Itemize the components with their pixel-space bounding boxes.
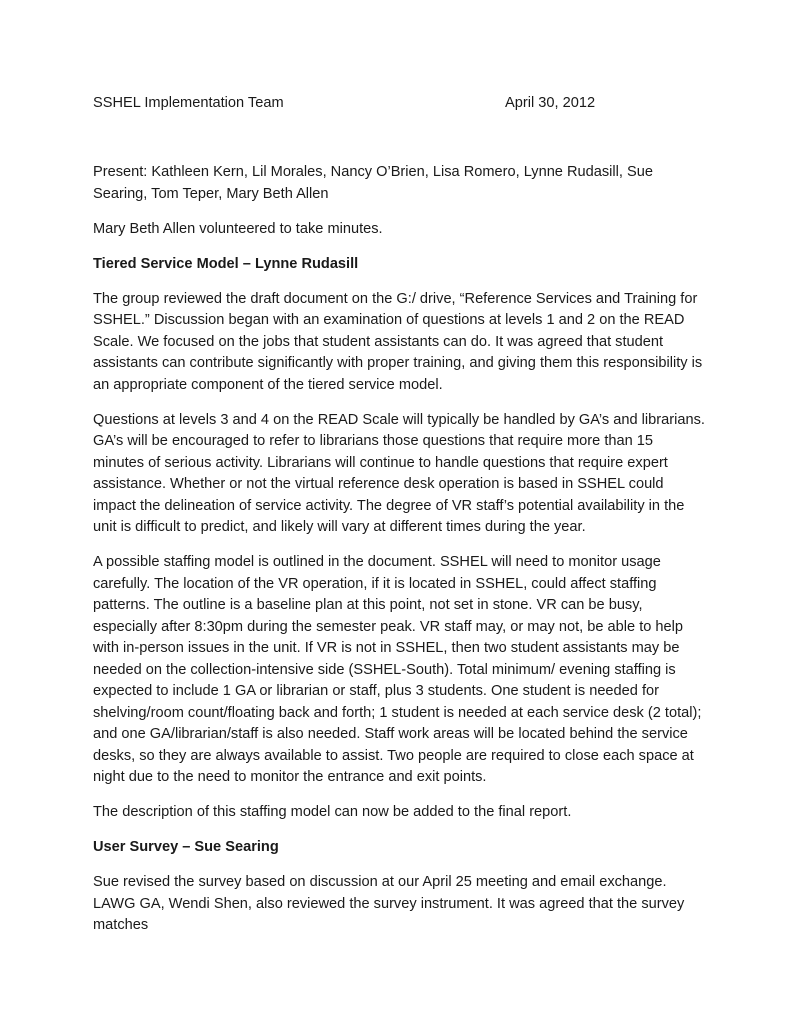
document-body — [93, 162, 705, 950]
meeting-date: April 30, 2012 — [505, 95, 596, 111]
section-heading-user-survey: User Survey – Sue Searing — [93, 839, 279, 855]
user-survey-paragraph-1: Sue revised the survey based on discussion at our April 25 meeting and email exchange. LAWG GA, Wendi Shen, also reviewed the survey instrument. It was agreed that the survey matches — [93, 874, 685, 933]
attendees-paragraph: Present: Kathleen Kern, Lil Morales, Nancy O’Brien, Lisa Romero, Lynne Rudasill, Sue Searing, Tom Teper, Mary Beth Allen — [93, 164, 653, 202]
section-heading-tiered-service: Tiered Service Model – Lynne Rudasill — [93, 255, 359, 272]
tiered-service-paragraph-3: A possible staffing model is outlined in the document. SSHEL will need to monitor usage carefully. The location of the VR operation, if it is located in SSHEL, could affect staffing patterns. The outline is a baseline plan at this point, not set in stone. VR can be busy, especially after 8:30pm during the semester peak. VR staff may, or may not, be able to help with in-person issues in the unit. If VR is not in SSHEL, then two student assistants may be needed on the collection-intensive side (SSHEL-South). Total minimum/ evening staffing is expected to include 1 GA or librarian or staff, plus 3 students. One student is needed for shelving/room count/floating back and forth; 1 student is needed at each service desk (2 total); and one GA/librarian/staff is also needed. Staff work areas will be located behind the service desks, so they are always available to assist. Two people are required to close each space at night due to the need to monitor the entrance and exit points. — [93, 554, 702, 785]
tiered-service-paragraph-2: Questions at levels 3 and 4 on the READ Scale will typically be handled by GA’s and librarians. GA’s will be encouraged to refer to librarians those questions that require more than 15 minutes of serious activity. Librarians will continue to handle questions that require expert assistance. Whether or not the virtual reference desk operation is based in SSHEL could impact the delineation of service activity. The degree of VR staff’s potential availability in the unit is difficult to predict, and likely will vary at different times during the year. — [93, 411, 705, 535]
team-name: SSHEL Implementation Team — [93, 95, 284, 111]
tiered-service-paragraph-1: The group reviewed the draft document on the G:/ drive, “Reference Services and Training for SSHEL.” Discussion began with an examination of questions at levels 1 and 2 on the READ Scale. We focused on the jobs that student assistants can do. It was agreed that student assistants can contribute significantly with proper training, and giving them this responsibility is an appropriate component of the tiered service model. — [93, 290, 703, 393]
minutes-taker-paragraph: Mary Beth Allen volunteered to take minutes. — [93, 220, 383, 237]
tiered-service-paragraph-4: The description of this staffing model can now be added to the final report. — [93, 804, 572, 820]
